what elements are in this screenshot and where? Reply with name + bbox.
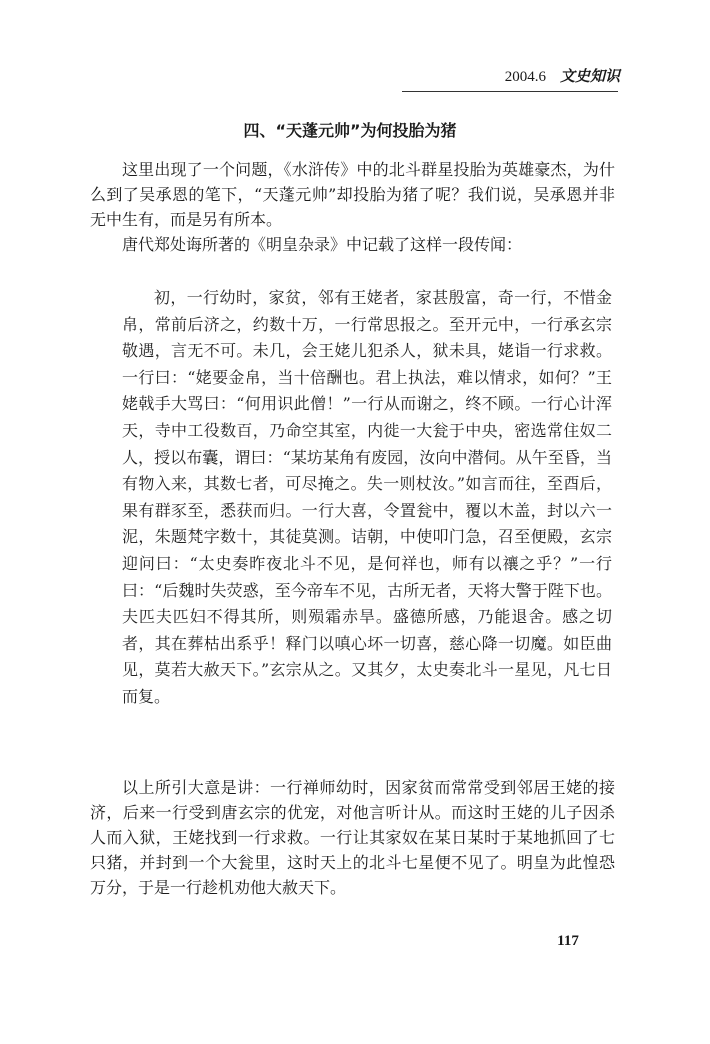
body-paragraph: 唐代郑处诲所著的《明皇杂录》中记载了这样一段传闻： — [122, 235, 523, 254]
journal-title: 文史知识 — [559, 67, 620, 85]
section-title: 四、“天蓬元帅”为何投胎为猪 — [243, 121, 457, 140]
page-number: 117 — [557, 933, 579, 949]
block-quotation: 初，一行幼时，家贫，邻有王姥者，家甚殷富，奇一行，不惜金帛，常前后济之，约数十万，一行常思报之。至开元中，一行承玄宗敬遇，言无不可。未几，会王姥儿犯杀人，狱未具，姥诣一行求救。一行曰：“姥要金帛，当十倍酬也。君上执法，难以情求，如何？”王姥戟手大骂曰：“何用识此僧！”一行从而谢之，终不顾。一行心计浑天，寺中工役数百，乃命空其室，内徙一大瓮于中央，密选常住奴二人，授以布囊，谓曰：“某坊某角有废园，汝向中潜伺。从午至昏，当有物入来，其数七者，可尽掩之。失一则杖汝。”如言而往，至酉后，果有群豕至，悉获而归。一行大喜，令置瓮中，覆以木盖，封以六一泥，朱题梵字数十，其徒莫测。诘朝，中使叩门急，召至便殿，玄宗迎问曰：“太史奏昨夜北斗不见，是何祥也，师有以禳之乎？”一行曰：“后魏时失荧惑，至今帝车不见，古所无者，天将大警于陛下也。夫匹夫匹妇不得其所，则殒霜赤旱。盛德所感，乃能退舍。感之切者，其在葬枯出系乎！释门以嗔心坏一切喜，慈心降一切魔。如臣曲见，莫若大赦天下。”玄宗从之。又其夕，太史奏北斗一星见，凡七日而复。 — [122, 288, 612, 706]
running-header — [400, 64, 620, 88]
body-paragraph: 这里出现了一个问题，《水浒传》中的北斗群星投胎为英雄豪杰，为什么到了吴承恩的笔下，“天蓬元帅”却投胎为猪了呢？我们说，吴承恩并非无中生有，而是另有所本。 — [90, 160, 615, 229]
issue-number: 2004.6 — [504, 69, 546, 85]
body-paragraph: 以上所引大意是讲：一行禅师幼时，因家贫而常常受到邻居王姥的接济，后来一行受到唐玄宗的优宠，对他言听计从。而这时王姥的儿子因杀人而入狱，王姥找到一行求救。一行让其家奴在某日某时于某地抓回了七只猪，并封到一个大瓮里，这时天上的北斗七星便不见了。明皇为此惶恐万分，于是一行趁机劝他大赦天下。 — [90, 778, 615, 897]
header-rule — [402, 91, 618, 92]
